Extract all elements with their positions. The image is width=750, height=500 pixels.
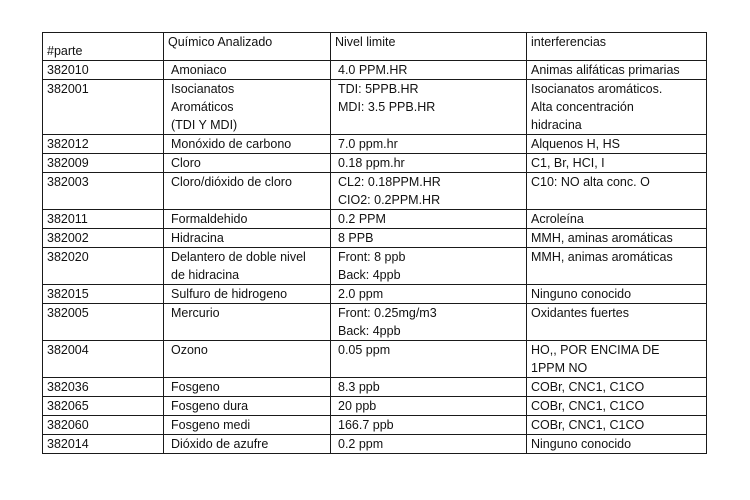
cell-level [331, 61, 527, 80]
cell-part: 382036 [43, 378, 164, 397]
cell-interference [527, 80, 707, 135]
cell-part: 382015 [43, 285, 164, 304]
cell-interference-line: HO,, POR ENCIMA DE [531, 343, 660, 357]
cell-chemical-line: Cloro [171, 156, 201, 170]
cell-level-line: 0.2 ppm [338, 437, 384, 451]
cell-level-line: 20 ppb [338, 399, 377, 413]
table-row [43, 173, 707, 210]
cell-part: 382020 [43, 248, 164, 285]
cell-interference [527, 61, 707, 80]
cell-part: 382004 [43, 341, 164, 378]
cell-interference [527, 285, 707, 304]
cell-interference-line: hidracina [531, 118, 582, 132]
cell-chemical [164, 154, 331, 173]
cell-interference-line: C1, Br, HCI, I [531, 156, 605, 170]
cell-part: 382065 [43, 397, 164, 416]
cell-level [331, 304, 527, 341]
cell-level [331, 416, 527, 435]
cell-part: 382012 [43, 135, 164, 154]
table-row [43, 61, 707, 80]
cell-chemical-line: Mercurio [171, 306, 220, 320]
cell-interference [527, 248, 707, 285]
cell-level [331, 435, 527, 454]
cell-chemical [164, 378, 331, 397]
cell-chemical-line: Monóxido de carbono [171, 137, 292, 151]
cell-interference-line: MMH, animas aromáticas [531, 250, 673, 264]
cell-chemical-line: de hidracina [171, 268, 240, 282]
cell-part: 382010 [43, 61, 164, 80]
table-row [43, 435, 707, 454]
cell-interference [527, 378, 707, 397]
cell-level [331, 173, 527, 210]
cell-level-line: CL2: 0.18PPM.HR [338, 175, 441, 189]
header-part: #parte [43, 33, 164, 61]
cell-interference-line: 1PPM NO [531, 361, 588, 375]
cell-chemical-line: (TDI Y MDI) [171, 118, 238, 132]
cell-part: 382060 [43, 416, 164, 435]
cell-interference-line: COBr, CNC1, C1CO [531, 418, 645, 432]
cell-chemical [164, 173, 331, 210]
cell-chemical-line: Formaldehido [171, 212, 248, 226]
cell-level-line: 7.0 ppm.hr [338, 137, 398, 151]
cell-interference-line: C10: NO alta conc. O [531, 175, 650, 189]
cell-level-line: TDI: 5PPB.HR [338, 82, 419, 96]
cell-interference-line: Oxidantes fuertes [531, 306, 629, 320]
cell-interference-line: Isocianatos aromáticos. [531, 82, 663, 96]
cell-level-line: 4.0 PPM.HR [338, 63, 408, 77]
table-row [43, 397, 707, 416]
table-row [43, 229, 707, 248]
cell-level-line: CIO2: 0.2PPM.HR [338, 193, 441, 207]
cell-interference-line: Ninguno conocido [531, 437, 632, 451]
cell-part: 382011 [43, 210, 164, 229]
cell-interference-line: MMH, aminas aromáticas [531, 231, 673, 245]
cell-part: 382003 [43, 173, 164, 210]
cell-level [331, 378, 527, 397]
cell-chemical-line: Fosgeno medi [171, 418, 251, 432]
header-interference: interferencias [527, 33, 707, 61]
cell-part: 382014 [43, 435, 164, 454]
table-row [43, 341, 707, 378]
cell-interference [527, 210, 707, 229]
cell-chemical-line: Hidracina [171, 231, 224, 245]
cell-interference [527, 416, 707, 435]
table-row [43, 248, 707, 285]
table-row [43, 154, 707, 173]
cell-level-line: 0.05 ppm [338, 343, 391, 357]
cell-chemical-line: Isocianatos [171, 82, 235, 96]
cell-interference-line: COBr, CNC1, C1CO [531, 380, 645, 394]
cell-level-line: Back: 4ppb [338, 268, 401, 282]
cell-level-line: MDI: 3.5 PPB.HR [338, 100, 436, 114]
header-row [43, 33, 707, 61]
cell-chemical [164, 248, 331, 285]
cell-level-line: 8.3 ppb [338, 380, 380, 394]
cell-chemical-line: Aromáticos [171, 100, 234, 114]
table-row [43, 304, 707, 341]
cell-level-line: Back: 4ppb [338, 324, 401, 338]
table-row [43, 135, 707, 154]
cell-level [331, 341, 527, 378]
cell-chemical [164, 61, 331, 80]
cell-level [331, 154, 527, 173]
cell-interference-line: Animas alifáticas primarias [531, 63, 680, 77]
cell-chemical-line: Fosgeno [171, 380, 220, 394]
cell-level [331, 397, 527, 416]
cell-level-line: 2.0 ppm [338, 287, 384, 301]
cell-level-line: Front: 0.25mg/m3 [338, 306, 437, 320]
cell-chemical [164, 285, 331, 304]
cell-interference [527, 173, 707, 210]
cell-interference [527, 304, 707, 341]
cell-chemical-line: Cloro/dióxido de cloro [171, 175, 292, 189]
cell-interference [527, 435, 707, 454]
cell-interference-line: Ninguno conocido [531, 287, 632, 301]
cell-chemical-line: Sulfuro de hidrogeno [171, 287, 288, 301]
cell-part: 382002 [43, 229, 164, 248]
cell-chemical [164, 135, 331, 154]
cell-part: 382009 [43, 154, 164, 173]
cell-level-line: 166.7 ppb [338, 418, 394, 432]
cell-interference [527, 229, 707, 248]
cell-level-line: Front: 8 ppb [338, 250, 406, 264]
header-chemical: Químico Analizado [164, 33, 331, 61]
cell-level [331, 285, 527, 304]
cell-interference [527, 341, 707, 378]
cell-chemical-line: Dióxido de azufre [171, 437, 269, 451]
cell-interference-line: Acroleína [531, 212, 584, 226]
table-body [43, 61, 707, 454]
chemicals-table [42, 32, 707, 454]
cell-interference [527, 154, 707, 173]
table-row [43, 285, 707, 304]
cell-interference-line: COBr, CNC1, C1CO [531, 399, 645, 413]
cell-chemical [164, 210, 331, 229]
cell-interference-line: Alta concentración [531, 100, 634, 114]
cell-chemical [164, 435, 331, 454]
cell-chemical [164, 416, 331, 435]
cell-chemical [164, 304, 331, 341]
cell-level [331, 210, 527, 229]
cell-level-line: 0.18 ppm.hr [338, 156, 405, 170]
cell-chemical [164, 80, 331, 135]
cell-level [331, 248, 527, 285]
table-row [43, 210, 707, 229]
cell-chemical [164, 229, 331, 248]
cell-interference-line: Alquenos H, HS [531, 137, 620, 151]
cell-chemical [164, 341, 331, 378]
cell-chemical-line: Amoniaco [171, 63, 227, 77]
table-row [43, 80, 707, 135]
cell-chemical-line: Ozono [171, 343, 208, 357]
cell-level [331, 229, 527, 248]
cell-level [331, 135, 527, 154]
cell-chemical [164, 397, 331, 416]
cell-chemical-line: Fosgeno dura [171, 399, 249, 413]
table-row [43, 378, 707, 397]
cell-level [331, 80, 527, 135]
cell-chemical-line: Delantero de doble nivel [171, 250, 306, 264]
cell-level-line: 0.2 PPM [338, 212, 386, 226]
cell-level-line: 8 PPB [338, 231, 374, 245]
cell-part: 382001 [43, 80, 164, 135]
cell-interference [527, 397, 707, 416]
cell-interference [527, 135, 707, 154]
cell-part: 382005 [43, 304, 164, 341]
header-level: Nivel limite [331, 33, 527, 61]
table-row [43, 416, 707, 435]
